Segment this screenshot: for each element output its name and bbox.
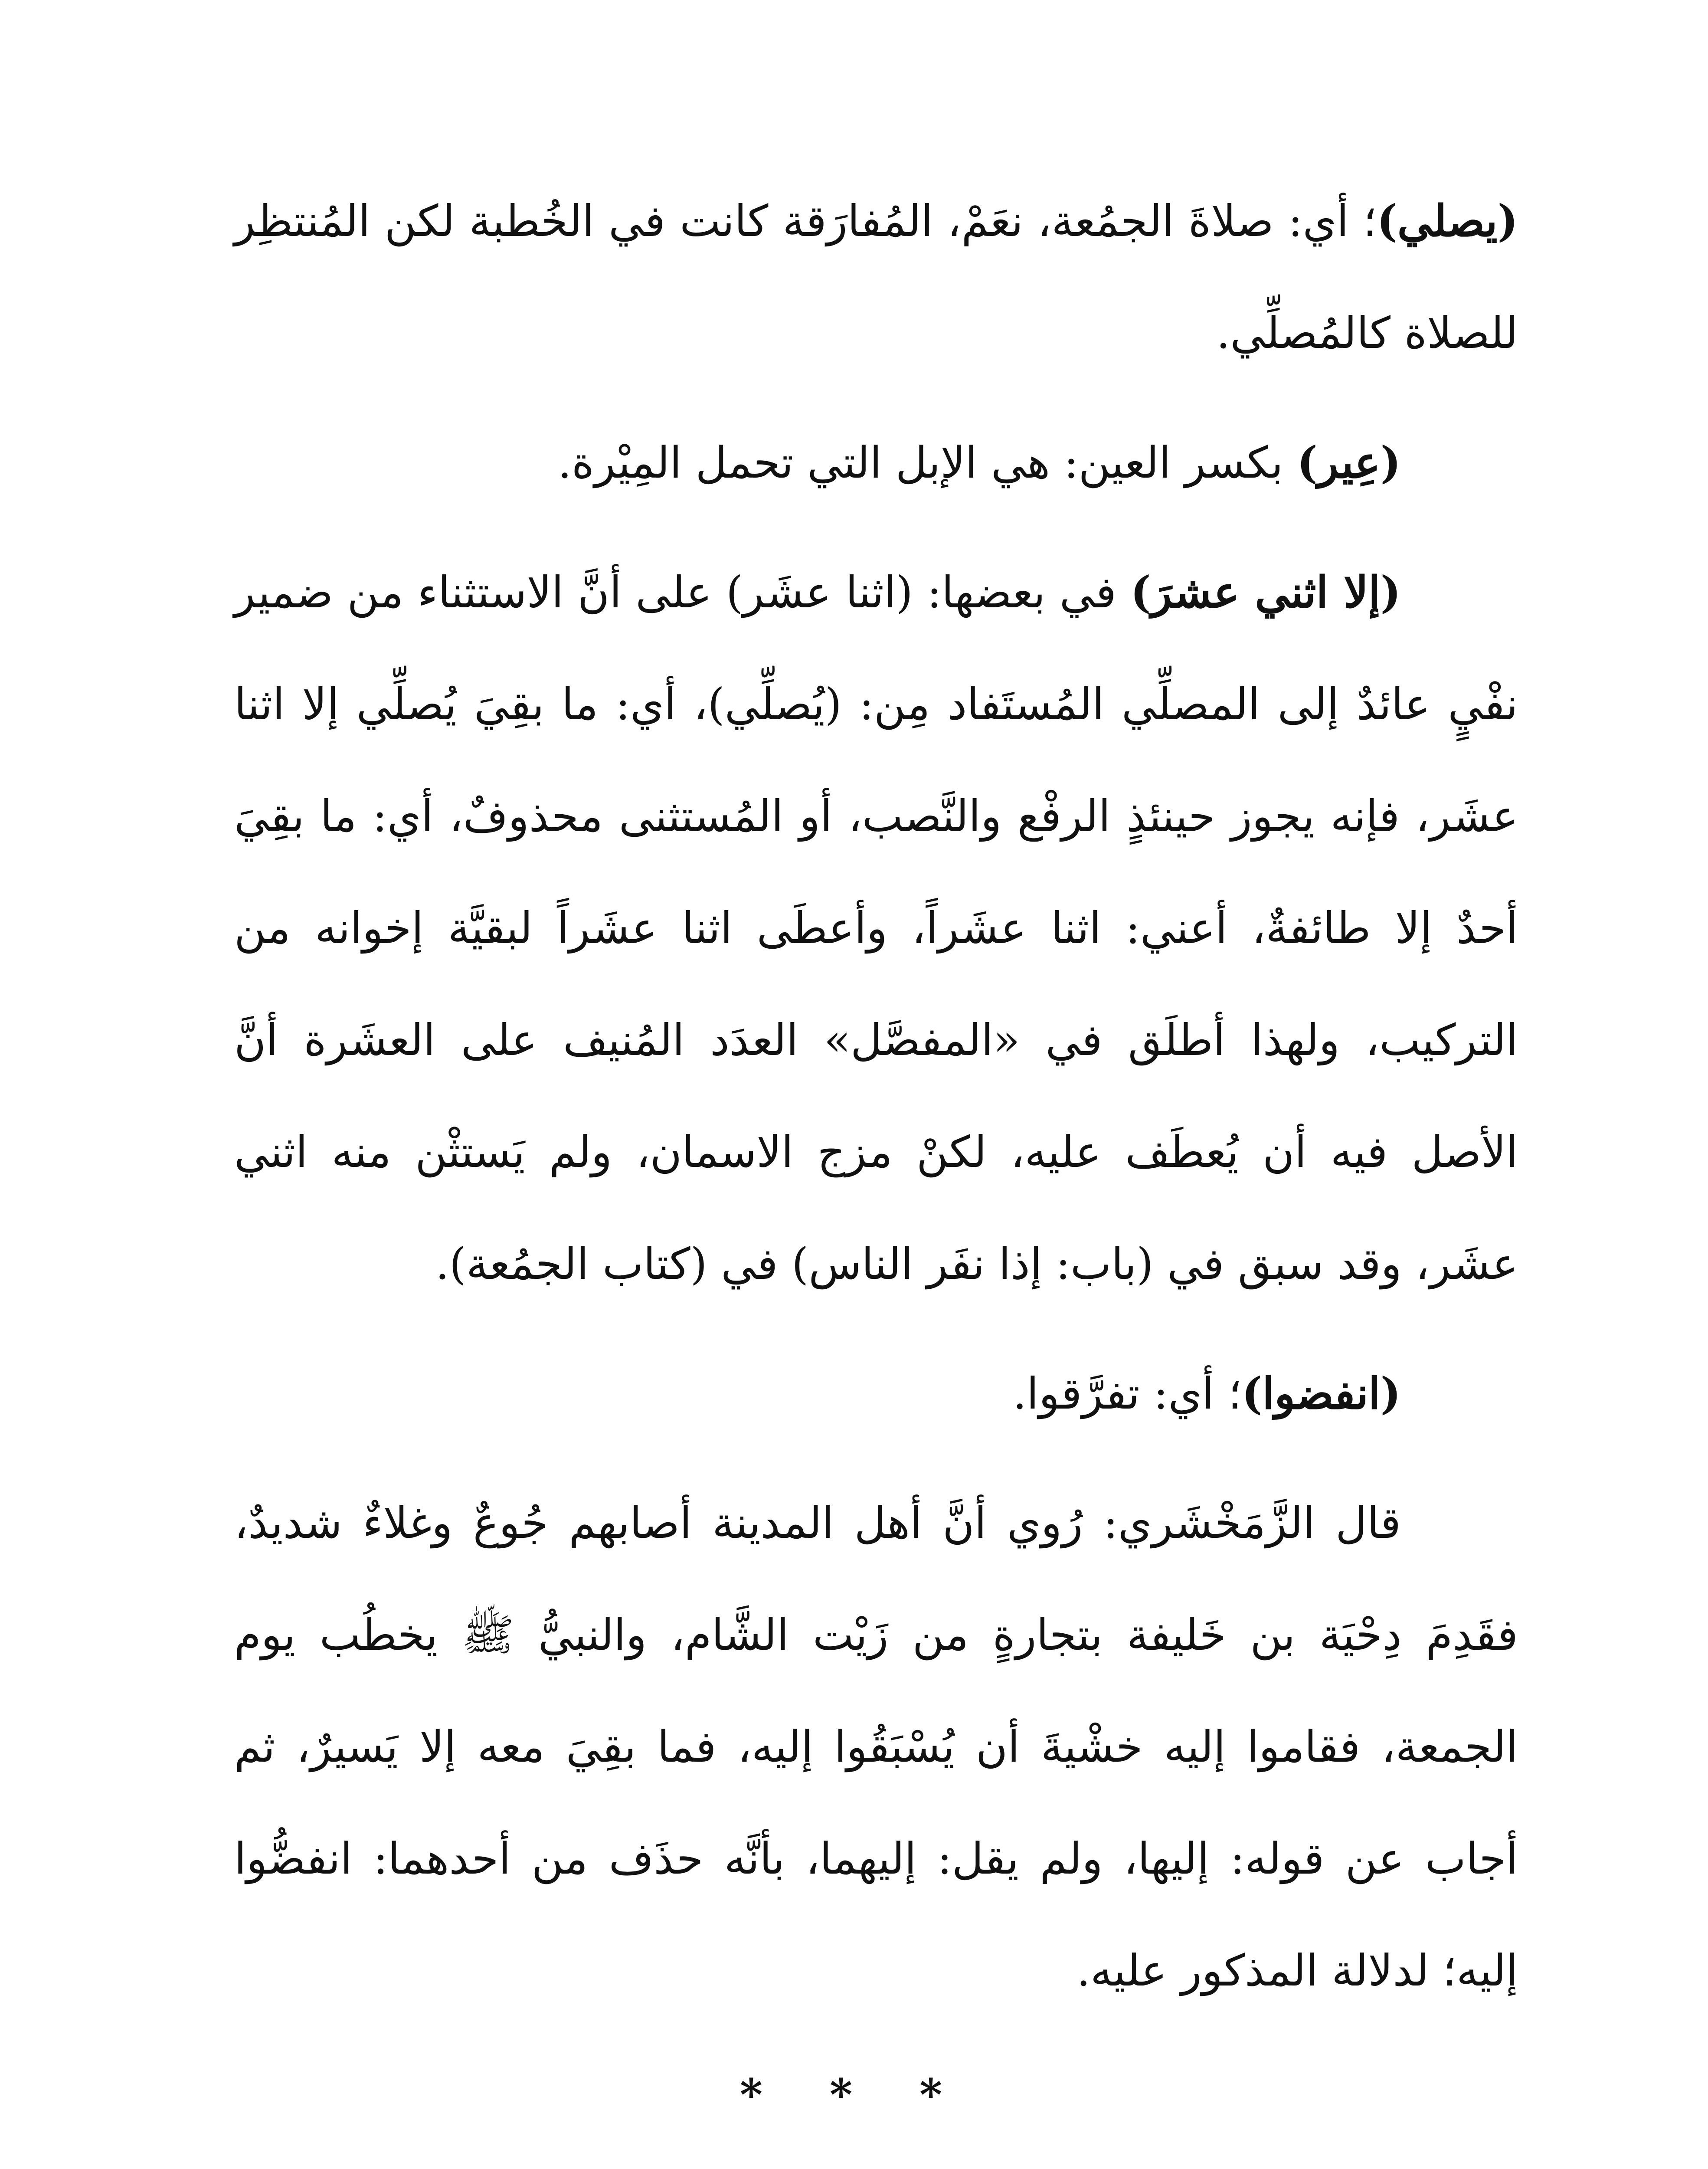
paragraph-zamakhshari-body: قال الزَّمَخْشَري: رُوي أنَّ أهل المدينة أصابهم جُوعٌ وغلاءٌ شديدٌ، فقَدِمَ دِحْيَة بن خَليفة بتجارةٍ من زَيْت الشَّام، والنبيُّ ﷺ يخطُب يوم الجمعة، فقاموا إليه خشْيةَ أن يُسْبَقُوا إليه، فما بقِيَ معه إلا يَسيرٌ، ثم أجاب عن قوله: إليها، ولم يقل: إليهما، بأنَّه حذَف من أحدهما: انفضُّوا إليه؛ لدلالة المذكور عليه.	[234, 1497, 1518, 1996]
term-infaddu: (انفضوا)	[1242, 1368, 1401, 1419]
term-yusalli: (يصلي)	[1377, 195, 1518, 246]
commentary-text	[234, 165, 1518, 2027]
paragraph-eer-body: بكسر العين: هي الإبل التي تحمل المِيْرة.	[558, 437, 1297, 488]
paragraph-eer	[234, 406, 1518, 519]
paragraph-infaddu-body: ؛ أي: تفرَّقوا.	[1013, 1368, 1242, 1419]
paragraph-infaddu	[234, 1337, 1518, 1450]
paragraph-salat-body: ؛ أي: صلاةَ الجمُعة، نعَمْ، المُفارَقة كانت في الخُطبة لكن المُنتظِر للصلاة كالمُصلِّي.	[234, 196, 1518, 358]
term-eer: (عِير)	[1297, 437, 1401, 488]
paragraph-ithna-ashar-body: في بعضها: (اثنا عشَر) على أنَّ الاستثناء من ضمير نفْيٍ عائدٌ إلى المصلِّي المُستَفاد مِن: (يُصلِّي)، أي: ما بقِيَ يُصلِّي إلا اثنا عشَر، فإنه يجوز حينئذٍ الرفْع والنَّصب، أو المُستثنى محذوفٌ، أي: ما بقِيَ أحدٌ إلا طائفةٌ، أعني: اثنا عشَراً، وأعطَى اثنا عشَراً لبقيَّة إخوانه من التركيب، ولهذا أطلَق في «المفصَّل» العدَد المُنيف على العشَرة أنَّ الأصل فيه أن يُعطَف عليه، لكنْ مزج الاسمان، ولم يَستثْن منه اثني عشَر، وقد سبق في (باب: إذا نفَر الناس) في (كتاب الجمُعة).	[234, 567, 1518, 1289]
section-separator: * * *	[739, 2069, 969, 2120]
paragraph-zamakhshari	[234, 1467, 1518, 2027]
paragraph-salat	[234, 165, 1518, 389]
term-ithna-ashar: (إلا اثني عشرَ)	[1130, 567, 1401, 618]
paragraph-ithna-ashar	[234, 536, 1518, 1320]
